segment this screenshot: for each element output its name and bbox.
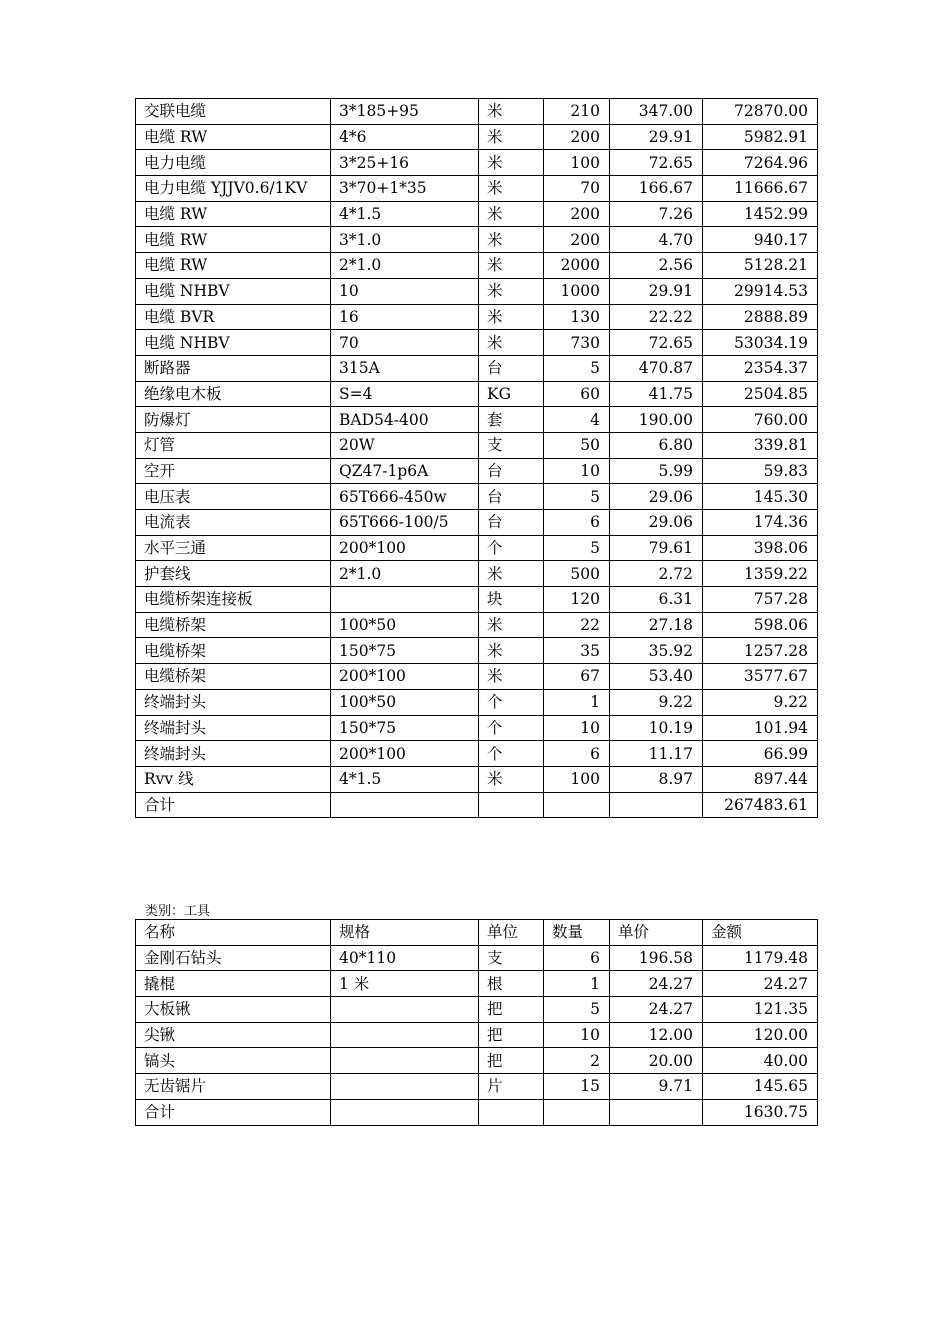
cell-name: 水平三通	[136, 535, 331, 561]
cell-unit-price: 166.67	[610, 176, 703, 202]
cell-name: 电缆桥架	[136, 638, 331, 664]
cell-amount: 40.00	[703, 1048, 818, 1074]
cell-unit-price: 29.06	[610, 484, 703, 510]
cell-amount: 1630.75	[703, 1099, 818, 1125]
cell-quantity: 6	[544, 945, 610, 971]
tools-table-header-row	[136, 920, 818, 946]
cell-spec	[331, 1048, 479, 1074]
table-row	[136, 1022, 818, 1048]
cell-spec: 3*185+95	[331, 99, 479, 125]
cell-unit: 个	[479, 689, 544, 715]
cell-unit-price: 22.22	[610, 304, 703, 330]
cell-quantity: 730	[544, 330, 610, 356]
cell-spec: 150*75	[331, 638, 479, 664]
cell-unit-price: 27.18	[610, 612, 703, 638]
cell-name: 交联电缆	[136, 99, 331, 125]
table-row	[136, 612, 818, 638]
cell-unit: 米	[479, 150, 544, 176]
cell-amount: 339.81	[703, 432, 818, 458]
cell-unit: 块	[479, 587, 544, 613]
cell-name: 电缆 NHBV	[136, 330, 331, 356]
table-row	[136, 330, 818, 356]
header-unit-price: 单价	[610, 920, 703, 946]
cell-name: 大板锹	[136, 997, 331, 1023]
cell-amount: 24.27	[703, 971, 818, 997]
table-row	[136, 1099, 818, 1125]
cell-spec: 10	[331, 278, 479, 304]
cell-unit-price: 470.87	[610, 355, 703, 381]
cell-spec: 20W	[331, 432, 479, 458]
cell-unit-price: 5.99	[610, 458, 703, 484]
header-quantity: 数量	[544, 920, 610, 946]
cell-name: 电缆 NHBV	[136, 278, 331, 304]
cell-unit: 米	[479, 201, 544, 227]
cell-unit: 个	[479, 741, 544, 767]
cell-unit: 米	[479, 278, 544, 304]
materials-table-body	[136, 99, 818, 818]
cell-name: 尖锹	[136, 1022, 331, 1048]
table-row	[136, 355, 818, 381]
table-row	[136, 432, 818, 458]
cell-unit-price: 72.65	[610, 330, 703, 356]
cell-amount: 3577.67	[703, 664, 818, 690]
cell-unit: 米	[479, 253, 544, 279]
cell-name: 断路器	[136, 355, 331, 381]
cell-spec: 200*100	[331, 535, 479, 561]
cell-amount: 11666.67	[703, 176, 818, 202]
cell-quantity: 35	[544, 638, 610, 664]
cell-name: 电缆桥架	[136, 664, 331, 690]
table-row	[136, 1074, 818, 1100]
cell-quantity: 1	[544, 971, 610, 997]
cell-name: 电缆桥架连接板	[136, 587, 331, 613]
cell-unit: 米	[479, 124, 544, 150]
cell-unit	[479, 792, 544, 818]
cell-amount: 120.00	[703, 1022, 818, 1048]
cell-name: 镐头	[136, 1048, 331, 1074]
cell-name: 电流表	[136, 510, 331, 536]
cell-unit-price: 190.00	[610, 407, 703, 433]
cell-unit: 米	[479, 176, 544, 202]
cell-amount: 940.17	[703, 227, 818, 253]
table-row	[136, 535, 818, 561]
cell-name: 撬棍	[136, 971, 331, 997]
cell-quantity: 5	[544, 535, 610, 561]
cell-quantity: 210	[544, 99, 610, 125]
cell-unit: 片	[479, 1074, 544, 1100]
cell-unit-price: 24.27	[610, 971, 703, 997]
table-row	[136, 278, 818, 304]
table-row	[136, 150, 818, 176]
cell-spec: 40*110	[331, 945, 479, 971]
cell-name: 电缆 RW	[136, 227, 331, 253]
cell-unit: 米	[479, 330, 544, 356]
header-name: 名称	[136, 920, 331, 946]
cell-name: 电缆 BVR	[136, 304, 331, 330]
header-spec: 规格	[331, 920, 479, 946]
cell-quantity: 2	[544, 1048, 610, 1074]
cell-name: 电缆 RW	[136, 124, 331, 150]
cell-amount: 897.44	[703, 766, 818, 792]
cell-name: 终端封头	[136, 715, 331, 741]
cell-amount: 398.06	[703, 535, 818, 561]
cell-name: 防爆灯	[136, 407, 331, 433]
cell-spec	[331, 997, 479, 1023]
cell-unit: KG	[479, 381, 544, 407]
cell-amount: 145.30	[703, 484, 818, 510]
tools-table	[135, 919, 818, 1126]
cell-quantity: 200	[544, 124, 610, 150]
cell-spec: 4*1.5	[331, 201, 479, 227]
cell-unit: 米	[479, 664, 544, 690]
cell-unit-price: 4.70	[610, 227, 703, 253]
cell-name: Rvv 线	[136, 766, 331, 792]
cell-unit: 台	[479, 355, 544, 381]
cell-unit: 支	[479, 432, 544, 458]
cell-spec: 200*100	[331, 664, 479, 690]
table-row	[136, 945, 818, 971]
cell-name: 电力电缆	[136, 150, 331, 176]
cell-unit: 把	[479, 997, 544, 1023]
cell-unit: 把	[479, 1022, 544, 1048]
table-row	[136, 971, 818, 997]
cell-amount: 760.00	[703, 407, 818, 433]
cell-unit: 根	[479, 971, 544, 997]
table-row	[136, 664, 818, 690]
cell-spec	[331, 587, 479, 613]
table-row	[136, 124, 818, 150]
table-row	[136, 766, 818, 792]
cell-quantity: 200	[544, 201, 610, 227]
cell-spec: 2*1.0	[331, 253, 479, 279]
table-row	[136, 587, 818, 613]
cell-amount: 29914.53	[703, 278, 818, 304]
cell-unit: 米	[479, 304, 544, 330]
table-row	[136, 484, 818, 510]
cell-unit: 台	[479, 510, 544, 536]
cell-quantity: 60	[544, 381, 610, 407]
cell-unit: 台	[479, 484, 544, 510]
cell-unit-price: 53.40	[610, 664, 703, 690]
cell-unit-price: 8.97	[610, 766, 703, 792]
category-label: 类别：工具	[145, 904, 211, 919]
cell-quantity: 130	[544, 304, 610, 330]
table-row	[136, 407, 818, 433]
cell-spec: 315A	[331, 355, 479, 381]
cell-name: 电力电缆 YJJV0.6/1KV	[136, 176, 331, 202]
cell-quantity: 5	[544, 997, 610, 1023]
cell-amount: 1257.28	[703, 638, 818, 664]
cell-name: 金刚石钻头	[136, 945, 331, 971]
cell-unit: 米	[479, 612, 544, 638]
cell-amount: 267483.61	[703, 792, 818, 818]
cell-quantity: 6	[544, 510, 610, 536]
cell-name: 合计	[136, 1099, 331, 1125]
cell-name: 灯管	[136, 432, 331, 458]
cell-amount: 757.28	[703, 587, 818, 613]
cell-spec: 3*70+1*35	[331, 176, 479, 202]
cell-unit-price: 29.91	[610, 124, 703, 150]
cell-unit-price: 6.31	[610, 587, 703, 613]
cell-amount: 53034.19	[703, 330, 818, 356]
cell-spec: 3*25+16	[331, 150, 479, 176]
cell-spec: 16	[331, 304, 479, 330]
cell-quantity: 22	[544, 612, 610, 638]
cell-unit-price: 79.61	[610, 535, 703, 561]
table-row	[136, 741, 818, 767]
cell-amount: 174.36	[703, 510, 818, 536]
cell-unit-price: 10.19	[610, 715, 703, 741]
cell-quantity	[544, 1099, 610, 1125]
cell-unit: 米	[479, 561, 544, 587]
cell-amount: 59.83	[703, 458, 818, 484]
cell-quantity: 6	[544, 741, 610, 767]
table-row	[136, 561, 818, 587]
cell-unit: 米	[479, 99, 544, 125]
cell-amount: 66.99	[703, 741, 818, 767]
cell-spec: 65T666-450w	[331, 484, 479, 510]
cell-quantity: 120	[544, 587, 610, 613]
cell-spec: BAD54-400	[331, 407, 479, 433]
cell-spec: 4*6	[331, 124, 479, 150]
cell-unit-price: 9.71	[610, 1074, 703, 1100]
cell-name: 电压表	[136, 484, 331, 510]
cell-unit: 套	[479, 407, 544, 433]
cell-quantity: 67	[544, 664, 610, 690]
cell-name: 电缆 RW	[136, 201, 331, 227]
cell-spec	[331, 1099, 479, 1125]
cell-amount: 121.35	[703, 997, 818, 1023]
cell-unit-price: 6.80	[610, 432, 703, 458]
table-row	[136, 1048, 818, 1074]
cell-amount: 5128.21	[703, 253, 818, 279]
cell-unit-price: 347.00	[610, 99, 703, 125]
cell-quantity: 5	[544, 355, 610, 381]
cell-spec: 65T666-100/5	[331, 510, 479, 536]
cell-spec: QZ47-1p6A	[331, 458, 479, 484]
cell-unit-price: 12.00	[610, 1022, 703, 1048]
cell-amount: 2354.37	[703, 355, 818, 381]
header-amount: 金额	[703, 920, 818, 946]
table-row	[136, 638, 818, 664]
cell-spec: 200*100	[331, 741, 479, 767]
cell-unit-price: 35.92	[610, 638, 703, 664]
cell-unit-price	[610, 792, 703, 818]
cell-unit-price: 24.27	[610, 997, 703, 1023]
cell-unit-price: 29.06	[610, 510, 703, 536]
table-row	[136, 510, 818, 536]
cell-amount: 72870.00	[703, 99, 818, 125]
cell-amount: 2504.85	[703, 381, 818, 407]
cell-spec: S=4	[331, 381, 479, 407]
cell-quantity	[544, 792, 610, 818]
cell-quantity: 70	[544, 176, 610, 202]
cell-amount: 2888.89	[703, 304, 818, 330]
table-row	[136, 176, 818, 202]
header-unit: 单位	[479, 920, 544, 946]
cell-amount: 598.06	[703, 612, 818, 638]
cell-quantity: 1000	[544, 278, 610, 304]
table-row	[136, 99, 818, 125]
table-row	[136, 201, 818, 227]
cell-quantity: 100	[544, 150, 610, 176]
cell-unit-price: 72.65	[610, 150, 703, 176]
cell-quantity: 200	[544, 227, 610, 253]
cell-quantity: 5	[544, 484, 610, 510]
table-row	[136, 458, 818, 484]
cell-name: 终端封头	[136, 689, 331, 715]
tools-table-body	[136, 945, 818, 1125]
cell-quantity: 100	[544, 766, 610, 792]
cell-spec: 2*1.0	[331, 561, 479, 587]
cell-unit-price	[610, 1099, 703, 1125]
cell-spec: 1 米	[331, 971, 479, 997]
cell-spec: 150*75	[331, 715, 479, 741]
cell-spec	[331, 1074, 479, 1100]
table-row	[136, 715, 818, 741]
cell-name: 终端封头	[136, 741, 331, 767]
cell-spec: 100*50	[331, 612, 479, 638]
table-row	[136, 227, 818, 253]
cell-spec: 3*1.0	[331, 227, 479, 253]
cell-amount: 145.65	[703, 1074, 818, 1100]
cell-name: 绝缘电木板	[136, 381, 331, 407]
cell-quantity: 1	[544, 689, 610, 715]
cell-unit-price: 7.26	[610, 201, 703, 227]
cell-spec: 70	[331, 330, 479, 356]
cell-spec	[331, 1022, 479, 1048]
cell-quantity: 10	[544, 1022, 610, 1048]
cell-unit-price: 9.22	[610, 689, 703, 715]
cell-amount: 1452.99	[703, 201, 818, 227]
cell-amount: 9.22	[703, 689, 818, 715]
table-row	[136, 381, 818, 407]
cell-unit: 个	[479, 535, 544, 561]
cell-unit-price: 29.91	[610, 278, 703, 304]
cell-unit: 米	[479, 766, 544, 792]
cell-name: 无齿锯片	[136, 1074, 331, 1100]
cell-name: 电缆 RW	[136, 253, 331, 279]
cell-quantity: 50	[544, 432, 610, 458]
cell-quantity: 500	[544, 561, 610, 587]
materials-table	[135, 98, 818, 818]
table-row	[136, 792, 818, 818]
cell-spec	[331, 792, 479, 818]
cell-spec: 4*1.5	[331, 766, 479, 792]
cell-unit: 台	[479, 458, 544, 484]
table-row	[136, 997, 818, 1023]
cell-unit-price: 11.17	[610, 741, 703, 767]
cell-unit: 把	[479, 1048, 544, 1074]
cell-quantity: 4	[544, 407, 610, 433]
cell-unit: 米	[479, 638, 544, 664]
cell-quantity: 10	[544, 715, 610, 741]
cell-amount: 1359.22	[703, 561, 818, 587]
table-row	[136, 253, 818, 279]
cell-unit-price: 2.72	[610, 561, 703, 587]
cell-quantity: 15	[544, 1074, 610, 1100]
cell-quantity: 10	[544, 458, 610, 484]
cell-name: 护套线	[136, 561, 331, 587]
cell-unit	[479, 1099, 544, 1125]
table-row	[136, 689, 818, 715]
cell-amount: 7264.96	[703, 150, 818, 176]
cell-quantity: 2000	[544, 253, 610, 279]
cell-name: 合计	[136, 792, 331, 818]
cell-name: 电缆桥架	[136, 612, 331, 638]
cell-unit: 支	[479, 945, 544, 971]
cell-unit: 米	[479, 227, 544, 253]
cell-unit-price: 2.56	[610, 253, 703, 279]
cell-amount: 5982.91	[703, 124, 818, 150]
cell-amount: 101.94	[703, 715, 818, 741]
cell-name: 空开	[136, 458, 331, 484]
cell-unit-price: 196.58	[610, 945, 703, 971]
cell-amount: 1179.48	[703, 945, 818, 971]
table-row	[136, 304, 818, 330]
cell-unit-price: 20.00	[610, 1048, 703, 1074]
cell-unit: 个	[479, 715, 544, 741]
cell-unit-price: 41.75	[610, 381, 703, 407]
cell-spec: 100*50	[331, 689, 479, 715]
